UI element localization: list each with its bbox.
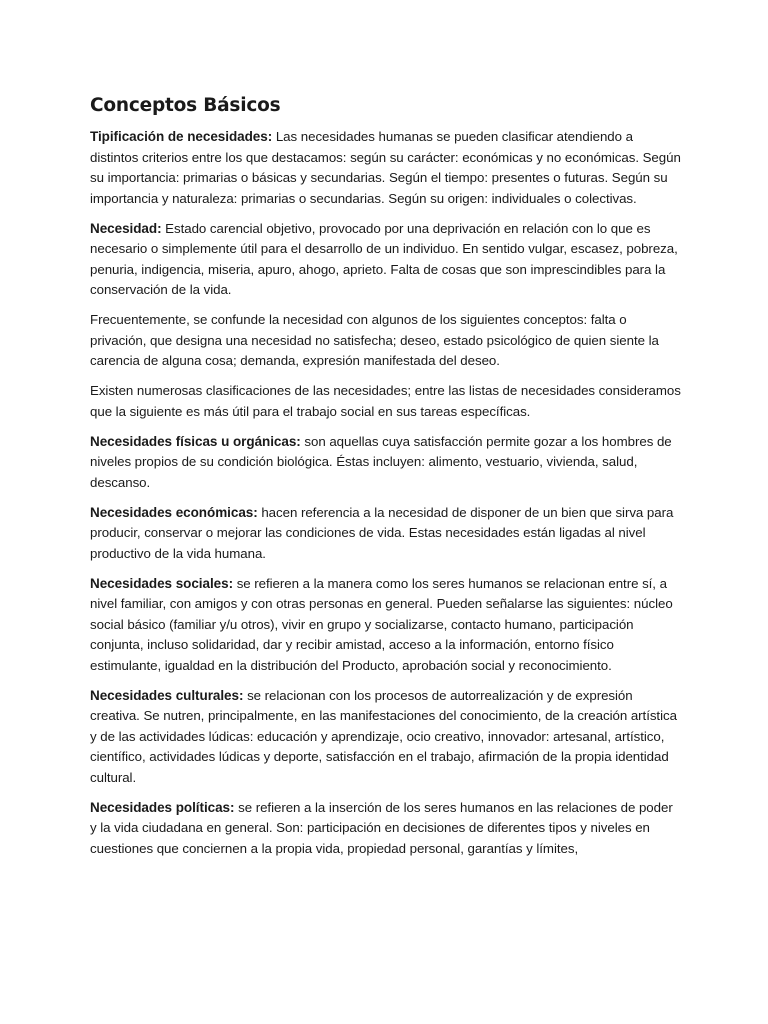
paragraph-term: Necesidades políticas: [90,799,235,815]
paragraph-text: son aquellas cuya satisfacción permite gozar a los hombres de niveles propios de su condición biológica. Éstas incluyen: alimento, vestuario, vivienda, salud, descanso. [90,433,672,490]
paragraph-text: se refieren a la manera como los seres humanos se relacionan entre sí, a nivel familiar, con amigos y con otras personas en general. Pueden señalarse las siguientes: núcleo social básico (familiar y/u otros), vivir en grupo y socializarse, contacto humano, participación conjunta, incluso solidaridad, dar y recibir amistad, acceso a la información, entorno físico estimulante, igualdad en la distribución del Producto, aprobación social y reconocimiento. [90,575,673,673]
paragraph-text: Frecuentemente, se confunde la necesidad con algunos de los siguientes conceptos: falta o privación, que designa una necesidad no satisfecha; deseo, estado psicológico de quien siente la carencia de alguna cosa; demanda, expresión manifestada del deseo. [90,312,659,368]
paragraph-term: Tipificación de necesidades: [90,129,273,144]
paragraph-culturales [90,686,682,789]
paragraph-necesidad [90,219,682,301]
page-title: Conceptos Básicos [90,95,281,116]
paragraph-tipificacion [90,127,682,209]
paragraph-text: Estado carencial objetivo, provocado por una deprivación en relación con lo que es necesario o simplemente útil para el desarrollo de un individuo. En sentido vulgar, escasez, pobreza, penuria, indigencia, miseria, apuro, ahogo, aprieto. Falta de cosas que son imprescindibles para la conservación de la vida. [90,220,678,297]
paragraph-sociales [90,574,682,677]
paragraph-term: Necesidades físicas u orgánicas: [90,433,301,449]
paragraph-text: hacen referencia a la necesidad de disponer de un bien que sirva para producir, conservar o mejorar las condiciones de vida. Estas necesidades están ligadas al nivel productivo de la vida humana. [90,504,674,561]
paragraph-text: se relacionan con los procesos de autorrealización y de expresión creativa. Se nutren, principalmente, en las manifestaciones del conocimiento, de la creación artística y de las actividades lúdicas: educación y aprendizaje, ocio creativo, innovador: artesanal, artístico, científico, actividades lúdicas y deporte, satisfacción en el trabajo, afirmación de la propia identidad cultural. [90,687,677,785]
paragraph-term: Necesidades económicas: [90,504,258,520]
paragraph-text: Existen numerosas clasificaciones de las necesidades; entre las listas de necesidades consideramos que la siguiente es más útil para el trabajo social en sus tareas específicas. [90,383,681,419]
paragraph-politicas [90,798,682,860]
paragraph-term: Necesidades culturales: [90,687,244,703]
paragraph-frecuentemente [90,310,682,372]
document-page [90,94,682,869]
paragraph-fisicas [90,432,682,494]
paragraph-clasificaciones [90,381,682,422]
paragraph-text: se refieren a la inserción de los seres humanos en las relaciones de poder y la vida ciudadana en general. Son: participación en decisiones de diferentes tipos y niveles en cuestiones que conciernen a la propia vida, propiedad personal, garantías y límites, [90,799,673,856]
paragraph-term: Necesidades sociales: [90,575,234,591]
paragraph-term: Necesidad: [90,220,162,236]
paragraph-text: Las necesidades humanas se pueden clasificar atendiendo a distintos criterios entre los que destacamos: según su carácter: económicas y no económicas. Según su importancia: primarias o básicas y secundarias. Según el tiempo: presentes o futuras. Según su importancia y naturaleza: primarias o secundarias. Según su origen: individuales o colectivas. [90,129,681,206]
paragraph-economicas [90,503,682,565]
